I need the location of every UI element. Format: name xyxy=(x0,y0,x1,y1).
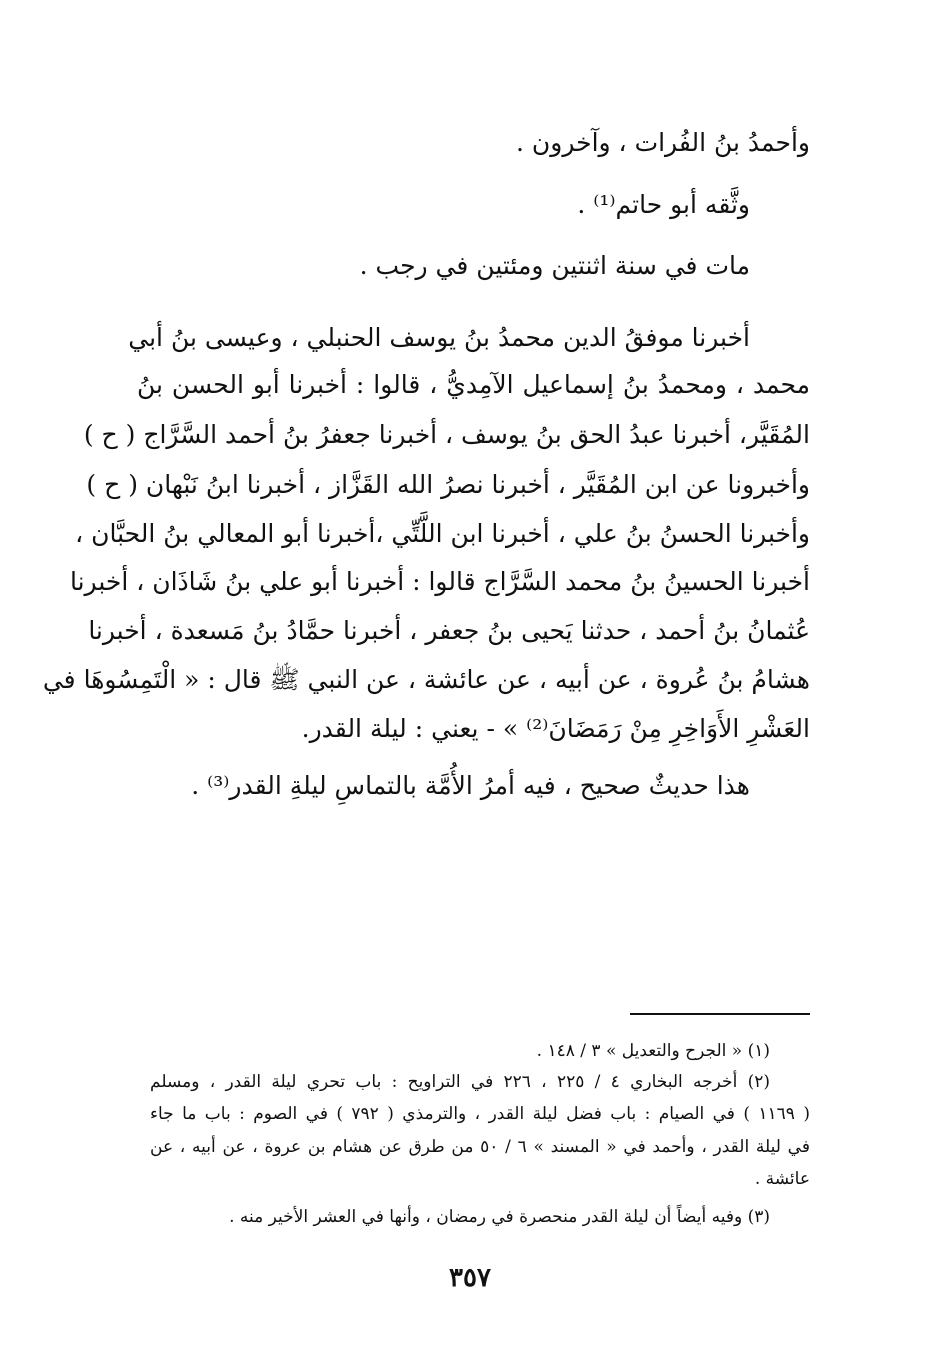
footnote-3: (٣) وفيه أيضاً أن ليلة القدر منحصرة في رمضان ، وأنها في العشر الأخير منه . xyxy=(229,1207,770,1227)
footnote-2-line-2: ( ١١٦٩ ) في الصيام : باب فضل ليلة القدر ، والترمذي ( ٧٩٢ ) في الصوم : باب ما جاء xyxy=(150,1104,810,1124)
intro-line-3: مات في سنة اثنتين ومئتين في رجب . xyxy=(359,251,750,280)
hadith-line-4: وأخبرونا عن ابن المُقَيَّر ، أخبرنا نصرُ الله القَزَّاز ، أخبرنا ابنُ نَبْهان ( ح ) xyxy=(86,470,810,499)
intro-line-2: وثَّقه أبو حاتم⁽¹⁾ . xyxy=(577,190,750,219)
page-number: ٣٥٧ xyxy=(449,1263,491,1293)
intro-line-1: وأحمدُ بنُ الفُرات ، وآخرون . xyxy=(516,128,810,157)
footnote-1: (١) « الجرح والتعديل » ٣ / ١٤٨ . xyxy=(536,1041,770,1061)
hadith-line-7: عُثمانُ بنُ أحمد ، حدثنا يَحيى بنُ جعفر ، أخبرنا حمَّادُ بنُ مَسعدة ، أخبرنا xyxy=(88,616,810,645)
footnote-2-line-4: عائشة . xyxy=(754,1169,810,1189)
hadith-line-3: المُقَيَّر، أخبرنا عبدُ الحق بنُ يوسف ، أخبرنا جعفرُ بنُ أحمد السَّرَّاج ( ح ) xyxy=(83,420,810,449)
hadith-line-5: وأخبرنا الحسنُ بنُ علي ، أخبرنا ابن اللَّتِّي ،أخبرنا أبو المعالي بنُ الحبَّان ، xyxy=(75,519,810,548)
footnote-separator xyxy=(630,1013,810,1015)
hadith-line-8: هشامُ بنُ عُروة ، عن أبيه ، عن عائشة ، عن النبي ﷺ قال : « الْتَمِسُوهَا في xyxy=(42,665,810,694)
hadith-line-6: أخبرنا الحسينُ بنُ محمد السَّرَّاج قالوا : أخبرنا أبو علي بنُ شَاذَان ، أخبرنا xyxy=(69,567,810,596)
closing-line: هذا حديثٌ صحيح ، فيه أمرُ الأُمَّة بالتماسِ ليلةِ القدر⁽³⁾ . xyxy=(191,771,750,800)
footnote-2-line-1: (٢) أخرجه البخاري ٤ / ٢٢٥ ، ٢٢٦ في التراويح : باب تحري ليلة القدر ، ومسلم xyxy=(150,1072,770,1092)
hadith-line-2: محمد ، ومحمدُ بنُ إسماعيل الآمِديُّ ، قالوا : أخبرنا أبو الحسن بنُ xyxy=(137,370,810,399)
footnote-2-line-3: في ليلة القدر ، وأحمد في « المسند » ٦ / ٥٠ من طرق عن هشام بن عروة ، عن أبيه ، عن xyxy=(150,1137,810,1157)
hadith-line-1: أخبرنا موفقُ الدين محمدُ بنُ يوسف الحنبلي ، وعيسى بنُ أبي xyxy=(128,323,750,352)
hadith-line-9: العَشْرِ الأَوَاخِرِ مِنْ رَمَضَانَ⁽²⁾ » - يعني : ليلة القدر. xyxy=(301,714,810,743)
